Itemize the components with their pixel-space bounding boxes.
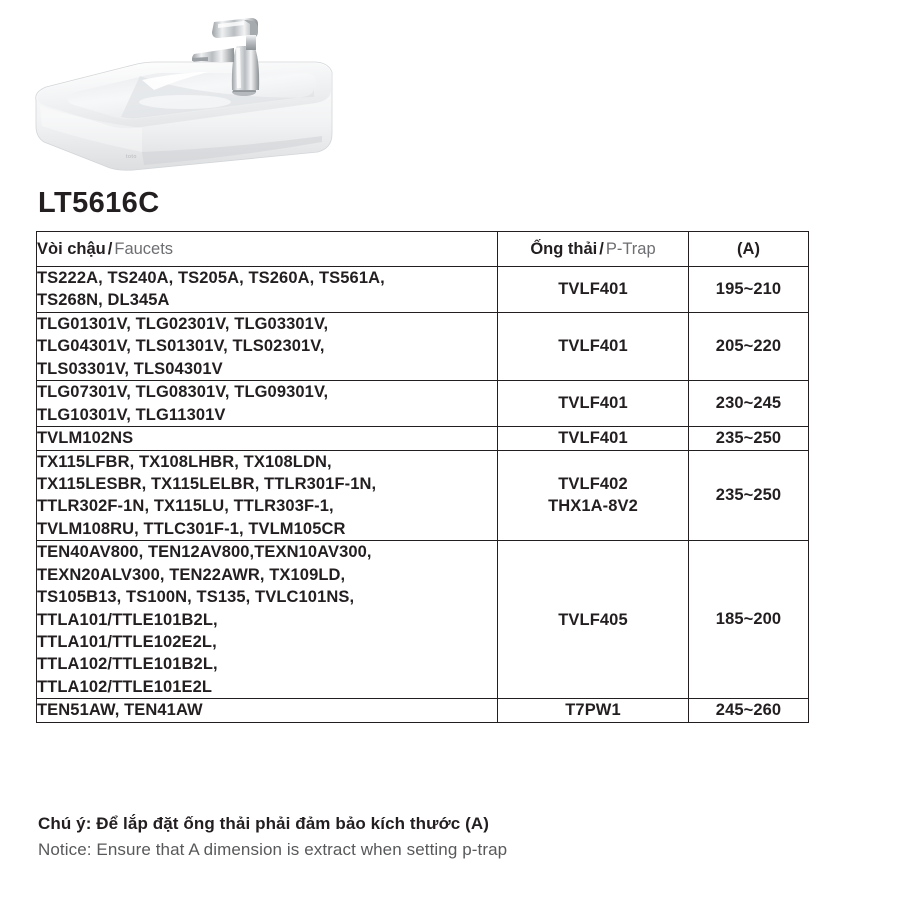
faucet-code-line: TLS03301V, TLS04301V	[37, 359, 223, 378]
faucet-code-line: TS268N, DL345A	[37, 291, 170, 310]
cell-ptrap	[498, 450, 689, 541]
header-faucets-vn: Vòi chậu	[37, 239, 106, 258]
table-row	[37, 381, 809, 427]
cell-dimension-a: 235~250	[689, 450, 809, 541]
table-row	[37, 699, 809, 722]
cell-dimension-a: 205~220	[689, 312, 809, 380]
table-row	[37, 450, 809, 541]
cell-faucets	[37, 427, 498, 450]
faucet-code-line: TS105B13, TS100N, TS135, TVLC101NS,	[37, 588, 355, 607]
header-faucets-en: Faucets	[114, 239, 174, 258]
svg-text:toto: toto	[126, 154, 137, 160]
cell-faucets	[37, 541, 498, 699]
cell-ptrap	[498, 541, 689, 699]
table-row	[37, 312, 809, 380]
cell-faucets	[37, 381, 498, 427]
faucet-code-line: TLG10301V, TLG11301V	[37, 405, 226, 424]
cell-ptrap	[498, 267, 689, 313]
table-body	[37, 267, 809, 723]
faucet-code-line: TTLA101/TTLE102E2L,	[37, 633, 217, 651]
notice-text-en: Notice: Ensure that A dimension is extract when setting p-trap	[38, 839, 508, 859]
faucet-code-line: TVLM102NS	[37, 429, 134, 448]
table-row	[37, 427, 809, 450]
ptrap-code-line: TVLF401	[558, 280, 628, 299]
cell-ptrap	[498, 427, 689, 450]
table-header-row	[37, 232, 809, 267]
faucet-code-line: TLG04301V, TLS01301V, TLS02301V,	[37, 337, 325, 356]
cell-ptrap	[498, 381, 689, 427]
faucet-code-line: TTLA102/TTLE101B2L,	[37, 655, 218, 674]
faucet-code-line: TVLM108RU, TTLC301F-1, TVLM105CR	[37, 519, 346, 538]
header-dimension-a	[689, 232, 809, 267]
cell-dimension-a: 235~250	[689, 427, 809, 450]
ptrap-code-line: TVLF401	[558, 394, 628, 413]
header-ptrap-vn: Ống thải	[530, 239, 598, 258]
header-faucets-separator: /	[107, 239, 113, 258]
faucet-code-line: TX115LESBR, TX115LELBR, TTLR301F-1N,	[37, 474, 377, 493]
cell-faucets	[37, 699, 498, 722]
faucet-code-line: TTLA102/TTLE101E2L	[37, 677, 213, 696]
faucet-code-line: TX115LFBR, TX108LHBR, TX108LDN,	[37, 452, 332, 471]
table-row	[37, 267, 809, 313]
faucet-code-line: TTLA101/TTLE101B2L,	[37, 610, 218, 629]
ptrap-code-line: TVLF401	[558, 429, 628, 448]
faucet-ptrap-spec-table	[36, 231, 809, 723]
header-ptrap-en: P-Trap	[605, 239, 656, 258]
cell-ptrap	[498, 699, 689, 722]
cell-dimension-a: 245~260	[689, 699, 809, 722]
faucet-code-line: TEXN20ALV300, TEN22AWR, TX109LD,	[37, 565, 346, 584]
product-model-title: LT5616C	[38, 187, 160, 219]
faucet-code-line: TTLR302F-1N, TX115LU, TTLR303F-1,	[37, 497, 334, 516]
ptrap-code-line: T7PW1	[565, 701, 621, 720]
header-dimension-a-label: (A)	[737, 239, 760, 258]
header-ptrap-separator: /	[599, 239, 604, 258]
ptrap-code-line: TVLF402	[558, 474, 628, 493]
table-row	[37, 541, 809, 699]
cell-ptrap	[498, 312, 689, 380]
cell-faucets	[37, 267, 498, 313]
ptrap-code-line: TVLF401	[558, 337, 628, 356]
ptrap-code-line: THX1A-8V2	[548, 497, 638, 516]
cell-faucets	[37, 450, 498, 541]
ptrap-code-line: TVLF405	[558, 610, 628, 629]
faucet-code-line: TS222A, TS240A, TS205A, TS260A, TS561A,	[37, 269, 385, 287]
faucet-code-line: TLG07301V, TLG08301V, TLG09301V,	[37, 383, 329, 402]
header-ptrap	[498, 232, 689, 267]
header-faucets	[37, 232, 498, 267]
product-image-washbasin	[22, 2, 342, 182]
faucet-code-line: TEN40AV800, TEN12AV800,TEXN10AV300,	[37, 543, 372, 562]
faucet-code-line: TLG01301V, TLG02301V, TLG03301V,	[37, 314, 329, 333]
cell-dimension-a: 230~245	[689, 381, 809, 427]
notice-text-vn: Chú ý: Để lắp đặt ống thải phải đảm bảo kích thước (A)	[38, 814, 490, 833]
notice-block	[38, 812, 838, 862]
cell-dimension-a: 185~200	[689, 541, 809, 699]
cell-dimension-a: 195~210	[689, 267, 809, 313]
faucet-code-line: TEN51AW, TEN41AW	[37, 701, 203, 720]
cell-faucets	[37, 312, 498, 380]
